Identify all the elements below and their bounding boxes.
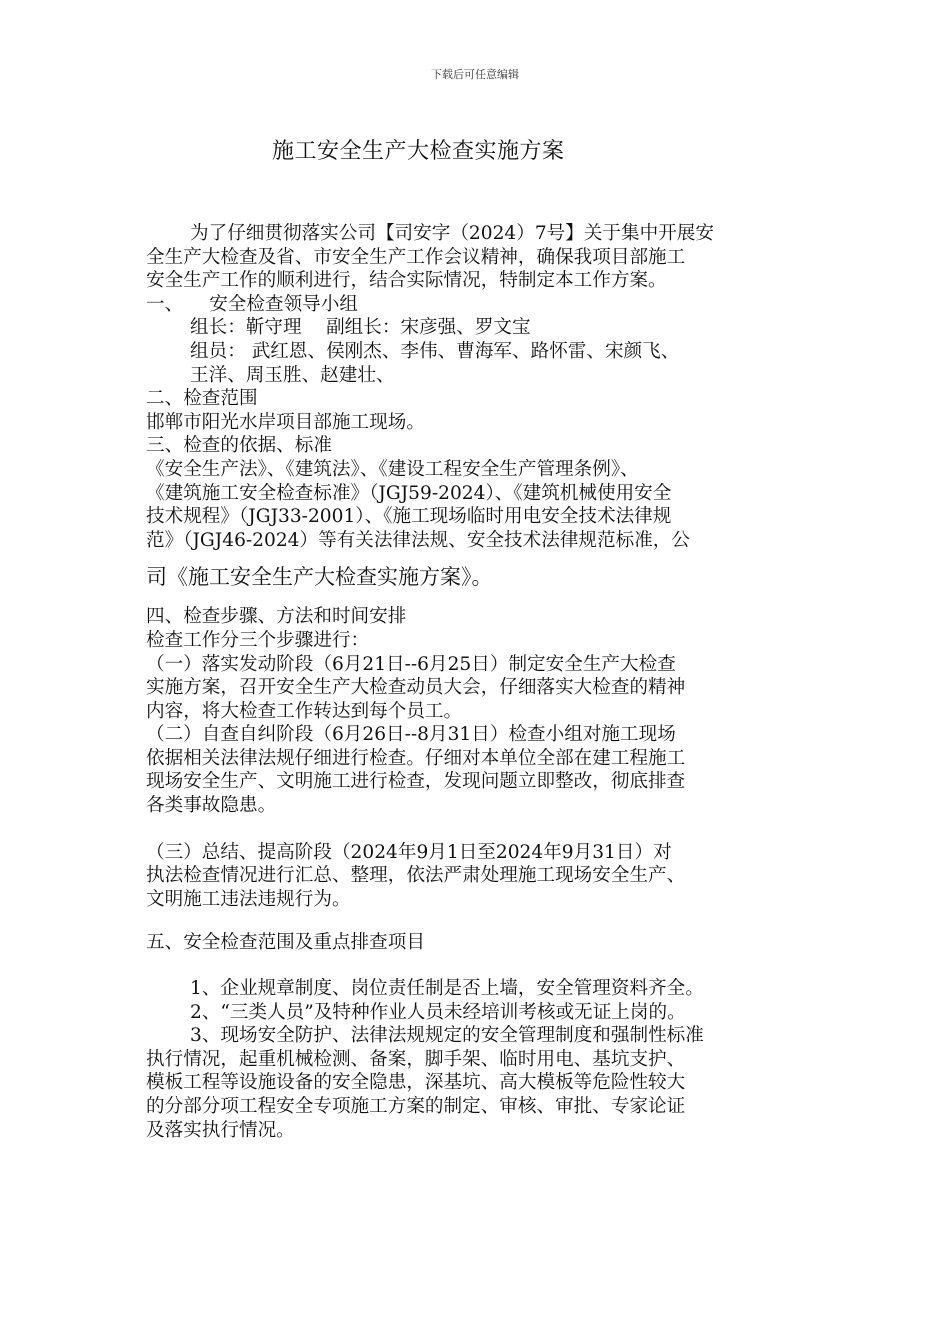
section3-line: 技术规程》（JGJ33-2001）、《施工现场临时用电安全技术法律规 [146, 506, 672, 528]
section5-heading: 五、安全检查范围及重点排查项目 [146, 932, 425, 954]
section1-members: 王洋、周玉胜、赵建壮、 [190, 364, 395, 386]
step3-line: 文明施工违法违规行为。 [146, 888, 351, 910]
section5-item: 2、“三类人员”及特种作业人员未经培训考核或无证上岗的。 [190, 1001, 686, 1023]
section3-last-line: 司《施工安全生产大检查实施方案》。 [146, 565, 493, 590]
section5-item-line: 的分部分项工程安全专项施工方案的制定、审核、审批、专家论证 [146, 1096, 686, 1117]
section4-heading: 四、检查步骤、方法和时间安排 [146, 606, 407, 628]
section1-leaders: 组长：靳守理 副组长：宋彦强、罗文宝 [190, 317, 531, 339]
section5-item-line: 及落实执行情况。 [146, 1119, 295, 1141]
section3-heading: 三、检查的依据、标准 [146, 435, 332, 457]
section2-heading: 二、检查范围 [146, 388, 258, 410]
intro-line: 为了仔细贯彻落实公司【司安字（2024）7号】关于集中开展安 [190, 223, 714, 244]
header-note: 下载后可任意编辑 [431, 68, 519, 81]
section5-item: 3、现场安全防护、法律法规规定的安全管理制度和强制性标准 [190, 1025, 704, 1047]
step1-line: 实施方案，召开安全生产大检查动员大会，仔细落实大检查的精神 [146, 677, 686, 699]
step1-line: 内容，将大检查工作转达到每个员工。 [146, 700, 463, 722]
step3-line: 执法检查情况进行汇总、整理，依法严肃处理施工现场安全生产、 [146, 865, 686, 887]
step2-line: 各类事故隐患。 [146, 795, 277, 817]
step2-line: （二）自查自纠阶段（6月26日--8月31日）检查小组对施工现场 [146, 724, 676, 746]
step1-line: （一）落实发动阶段（6月21日--6月25日）制定安全生产大检查 [146, 653, 676, 675]
intro-line: 安全生产工作的顺利进行，结合实际情况，特制定本工作方案。 [146, 270, 667, 292]
section5-item-line: 模板工程等设施设备的安全隐患，深基坑、高大模板等危险性较大 [146, 1072, 686, 1094]
section5-item-line: 执行情况，起重机械检测、备案，脚手架、临时用电、基坑支护、 [146, 1048, 686, 1070]
section2-body: 邯郸市阳光水岸项目部施工现场。 [146, 411, 425, 433]
document-title: 施工安全生产大检查实施方案 [272, 139, 565, 164]
document-body [146, 222, 806, 1142]
section1-heading-text: 安全检查领导小组 [209, 293, 358, 315]
section1-heading [146, 293, 806, 317]
section5-item: 1、企业规章制度、岗位责任制是否上墙，安全管理资料齐全。 [190, 978, 704, 1000]
section1-members: 组员： 武红恩、侯刚杰、李伟、曹海军、路怀雷、宋颜飞、 [190, 340, 680, 362]
section3-line: 《建筑施工安全检查标准》（JGJ59-2024）、《建筑机械使用安全 [146, 482, 672, 504]
step3-line: （三）总结、提高阶段（2024年9月1日至2024年9月31日）对 [146, 841, 672, 863]
section4-intro: 检查工作分三个步骤进行： [146, 629, 370, 651]
step2-line: 现场安全生产、文明施工进行检查，发现问题立即整改，彻底排查 [146, 771, 686, 793]
section3-line: 范》（JGJ46-2024）等有关法律法规、安全技术法律规范标准，公 [146, 529, 690, 551]
step2-line: 依据相关法律法规仔细进行检查。仔细对本单位全部在建工程施工 [146, 747, 686, 769]
section3-line: 《安全生产法》、《建筑法》、《建设工程安全生产管理条例》、 [146, 458, 639, 480]
intro-line: 全生产大检查及省、市安全生产工作会议精神，确保我项目部施工 [146, 246, 686, 268]
section1-heading-num: 一、 [146, 293, 184, 315]
